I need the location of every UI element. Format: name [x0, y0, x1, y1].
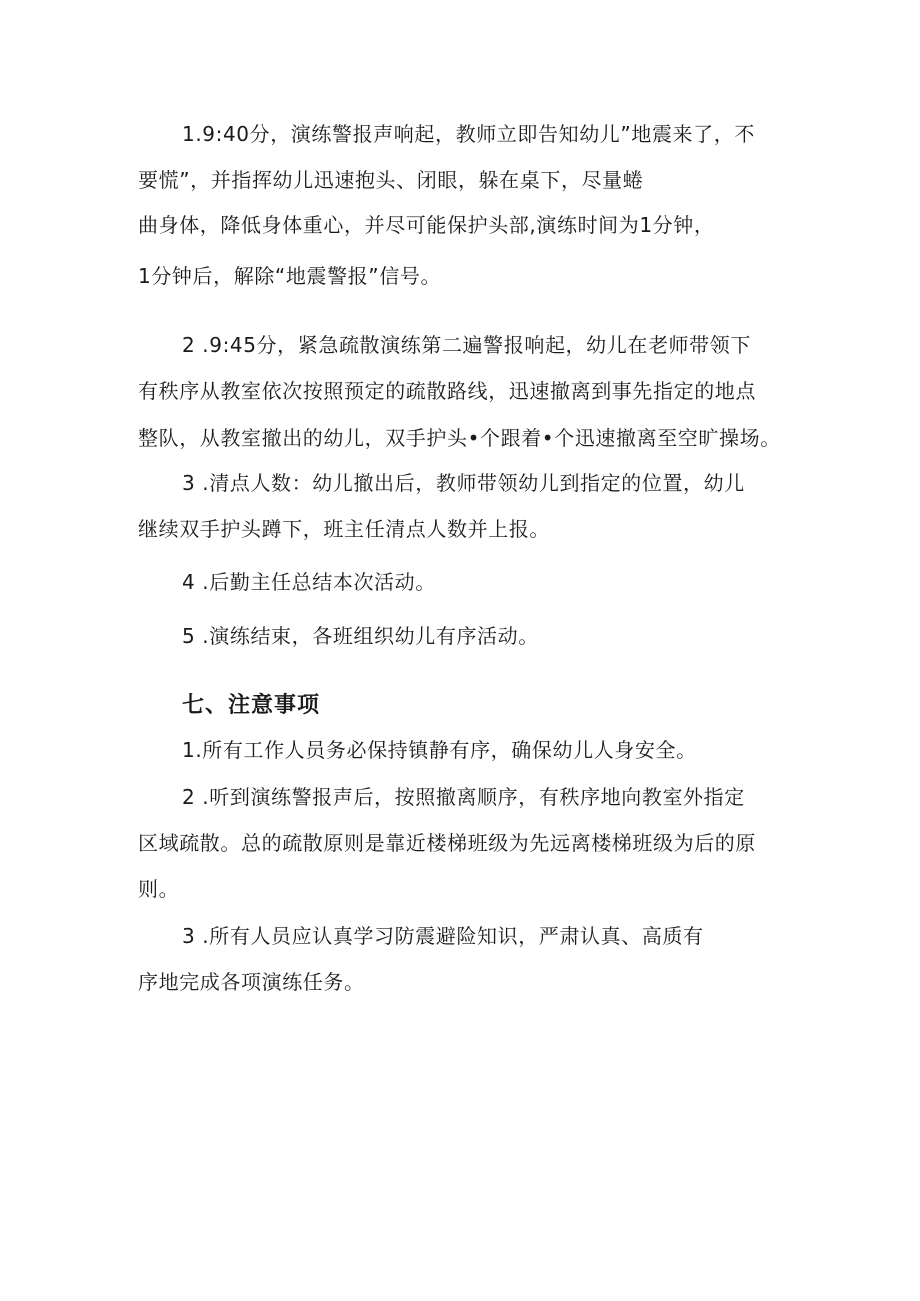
section7-item2-line3: 则。	[138, 877, 180, 901]
step1-line3: 曲身体，降低身体重心，并尽可能保护头部,演练时间为1分钟，	[138, 213, 715, 237]
section7-item1: 1.所有工作人员务必保持镇静有序，确保幼儿人身安全。	[182, 738, 697, 762]
step3-line2: 继续双手护头蹲下，班主任清点人数并上报。	[138, 517, 550, 541]
step4-line: 4 .后勤主任总结本次活动。	[182, 570, 436, 594]
step1-line1: 1.9:40分，演练警报声响起，教师立即告知幼儿”地震来了，不	[182, 122, 755, 146]
section7-item2-line1: 2 .听到演练警报声后，按照撤离顺序，有秩序地向教室外指定	[182, 785, 745, 809]
step1-line4: 1分钟后，解除“地震警报”信号。	[138, 264, 442, 288]
step2-line2: 有秩序从教室依次按照预定的疏散路线，迅速撤离到事先指定的地点	[138, 379, 756, 403]
step3-line1: 3 .清点人数：幼儿撤出后，教师带领幼儿到指定的位置，幼儿	[182, 471, 745, 495]
section7-item2-line2: 区域疏散。总的疏散原则是靠近楼梯班级为先远离楼梯班级为后的原	[138, 831, 756, 855]
step1-line2: 要慌”，并指挥幼儿迅速抱头、闭眼，躲在桌下，尽量蜷	[138, 168, 644, 192]
section7-item3-line2: 序地完成各项演练任务。	[138, 970, 365, 994]
section7-item3-line1: 3 .所有人员应认真学习防震避险知识，严肃认真、高质有	[182, 924, 704, 948]
step2-line1: 2 .9:45分，紧急疏散演练第二遍警报响起，幼儿在老师带领下	[182, 333, 751, 357]
section7-heading: 七、注意事项	[182, 693, 321, 718]
step2-line3: 整队，从教室撤出的幼儿，双手护头•个跟着•个迅速撤离至空旷操场。	[138, 426, 781, 450]
step5-line: 5 .演练结束，各班组织幼儿有序活动。	[182, 624, 539, 648]
